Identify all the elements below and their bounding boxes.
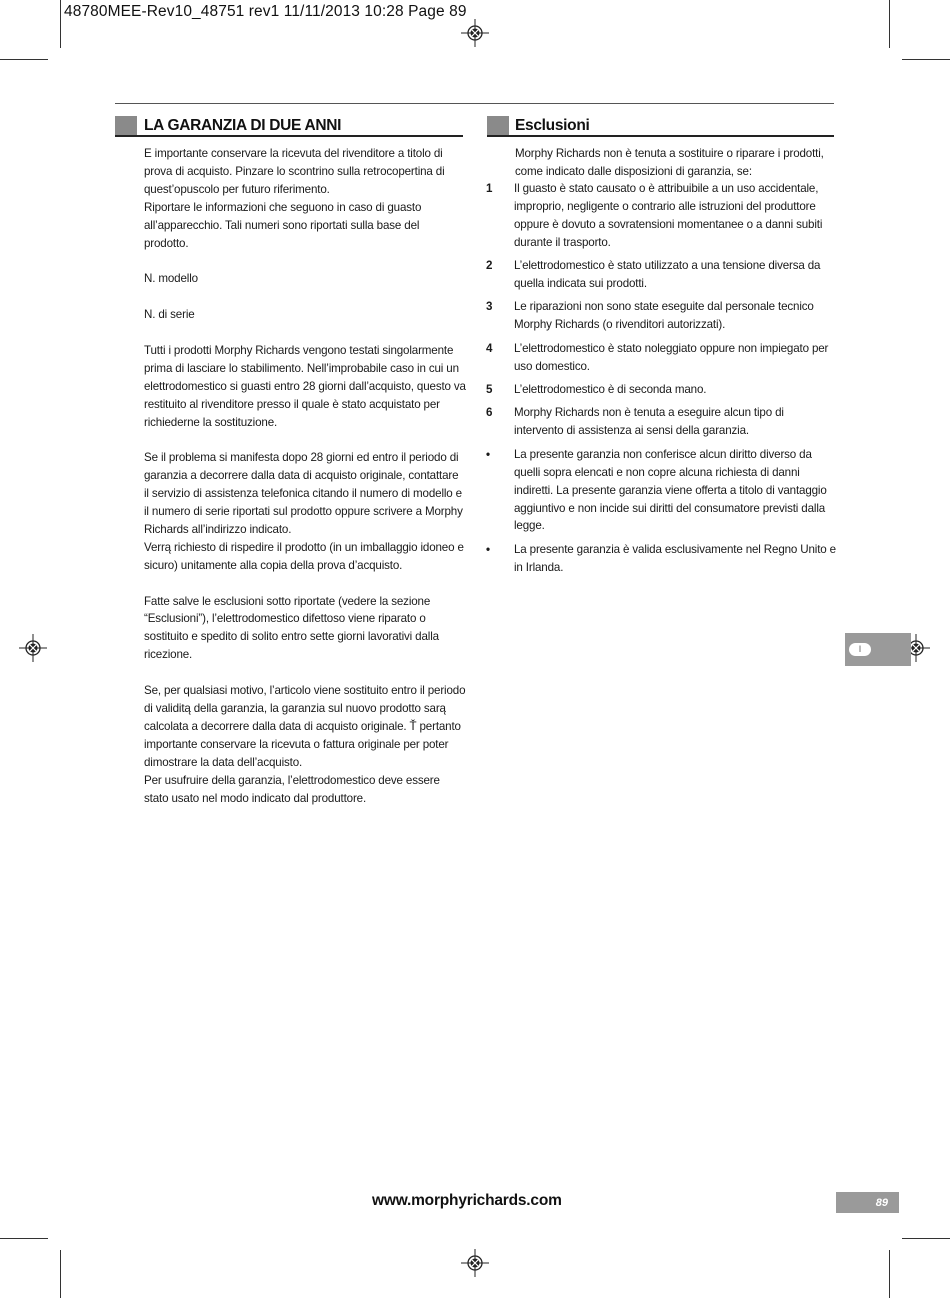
exclusions-intro <box>515 145 835 181</box>
item-text: Il guasto è stato causato o è attribuibile a un uso accidentale, improprio, negligente o contrario alle istruzioni del produttore oppure è dovuto a sovratensioni momentanee o a danni subiti durante il trasporto. <box>514 182 823 249</box>
list-item <box>486 541 836 577</box>
item-text: Le riparazioni non sono state eseguite dal personale tecnico Morphy Richards (o rivenditori autorizzati). <box>514 300 814 332</box>
paragraph: Fatte salve le esclusioni sotto riportate (vedere la sezione “Esclusioni”), l’elettrodomestico difettoso viene riparato o sostituito e spedito di solito entro sette giorni lavorativi dalla ricezione. <box>144 594 439 662</box>
heading-underline <box>487 135 834 137</box>
registration-mark-icon <box>461 1249 489 1277</box>
crop-mark <box>889 1250 890 1298</box>
crop-mark <box>902 59 950 60</box>
list-item <box>486 257 836 293</box>
paragraph: Verrą richiesto di rispedire il prodotto (in un imballaggio idoneo e sicuro) unitamente alla copia della prova d’acquisto. <box>144 540 464 572</box>
paragraph: Morphy Richards non è tenuta a sostituire o riparare i prodotti, come indicato dalle disposizioni di garanzia, se: <box>515 147 824 178</box>
crop-mark <box>60 0 61 48</box>
crop-mark <box>60 1250 61 1298</box>
registration-mark-icon <box>19 634 47 662</box>
heading-underline <box>115 135 463 137</box>
list-item <box>486 404 836 440</box>
paragraph: Per usufruire della garanzia, l’elettrodomestico deve essere stato usato nel modo indicato dal produttore. <box>144 773 440 805</box>
item-text: L’elettrodomestico è di seconda mano. <box>514 383 707 397</box>
print-slug: 48780MEE-Rev10_48751 rev1 11/11/2013 10:28 Page 89 <box>64 3 467 20</box>
exclusions-list <box>486 180 836 582</box>
item-marker: • <box>486 447 490 461</box>
heading-marker <box>115 116 137 136</box>
crop-mark <box>889 0 890 48</box>
item-marker: 1 <box>486 182 493 195</box>
registration-mark-icon <box>461 19 489 47</box>
warranty-heading: LA GARANZIA DI DUE ANNI <box>144 117 342 134</box>
list-item <box>486 298 836 334</box>
paragraph: Se, per qualsiasi motivo, l’articolo viene sostituito entro il periodo di validitą della garanzia, la garanzia sul nuovo prodotto sarą calcolata a decorrere dalla data di acquisto originale. Ť pertanto importante conservare la ricevuta o fattura originale per poter dimostrare la data dell’acquisto. <box>144 684 466 769</box>
item-text: La presente garanzia è valida esclusivamente nel Regno Unito e in Irlanda. <box>514 542 836 574</box>
list-item <box>486 180 836 252</box>
language-tab-label: I <box>849 643 871 656</box>
paragraph: Tutti i prodotti Morphy Richards vengono testati singolarmente prima di lasciare lo stabilimento. Nell’improbabile caso in cui un elettrodomestico si guasti entro 28 giorni dall’acquisto, questo va restituito al rivenditore presso il quale è stato acquistato per richiederne la sostituzione. <box>144 343 466 429</box>
item-marker: 3 <box>486 300 493 314</box>
crop-mark <box>0 59 48 60</box>
item-marker: 5 <box>486 383 493 397</box>
list-item <box>486 340 836 376</box>
paragraph: Riportare le informazioni che seguono in caso di guasto all’apparecchio. Tali numeri sono riportati sulla base del prodotto. <box>144 200 422 250</box>
item-marker: • <box>486 542 490 556</box>
paragraph: Se il problema si manifesta dopo 28 giorni ed entro il periodo di garanzia a decorrere dalla data di acquisto originale, contattare il servizio di assistenza telefonica citando il numero di modello e il numero di serie riportati sul prodotto oppure scrivere a Morphy Richards all’indirizzo indicato. <box>144 451 463 536</box>
list-item <box>486 381 836 399</box>
heading-marker <box>487 116 509 136</box>
item-text: Morphy Richards non è tenuta a eseguire alcun tipo di intervento di assistenza ai sensi della garanzia. <box>514 406 784 438</box>
serial-number-label: N. di serie <box>144 308 195 322</box>
item-marker: 2 <box>486 259 493 273</box>
crop-mark <box>0 1238 48 1239</box>
list-item <box>486 446 836 536</box>
item-text: La presente garanzia non conferisce alcun diritto diverso da quelli sopra elencati e non copre alcuna richiesta di danni indiretti. La presente garanzia viene offerta a titolo di vantaggio aggiuntivo e non incide sui diritti del consumatore previsti dalla legge. <box>514 447 827 533</box>
item-marker: 4 <box>486 341 493 355</box>
website-url: www.morphyrichards.com <box>372 1192 562 1209</box>
model-number-label: N. modello <box>144 272 198 286</box>
item-marker: 6 <box>486 406 493 420</box>
top-rule <box>115 103 834 104</box>
warranty-body <box>144 145 466 807</box>
exclusions-heading: Esclusioni <box>515 117 590 134</box>
crop-mark <box>902 1238 950 1239</box>
item-text: L’elettrodomestico è stato utilizzato a una tensione diversa da quella indicata sui prodotti. <box>514 259 821 291</box>
paragraph: E importante conservare la ricevuta del rivenditore a titolo di prova di acquisto. Pinzare lo scontrino sulla retrocopertina di quest’opuscolo per futuro riferimento. <box>144 147 445 196</box>
page-number: 89 <box>875 1197 888 1209</box>
item-text: L’elettrodomestico è stato noleggiato oppure non impiegato per uso domestico. <box>514 341 829 373</box>
